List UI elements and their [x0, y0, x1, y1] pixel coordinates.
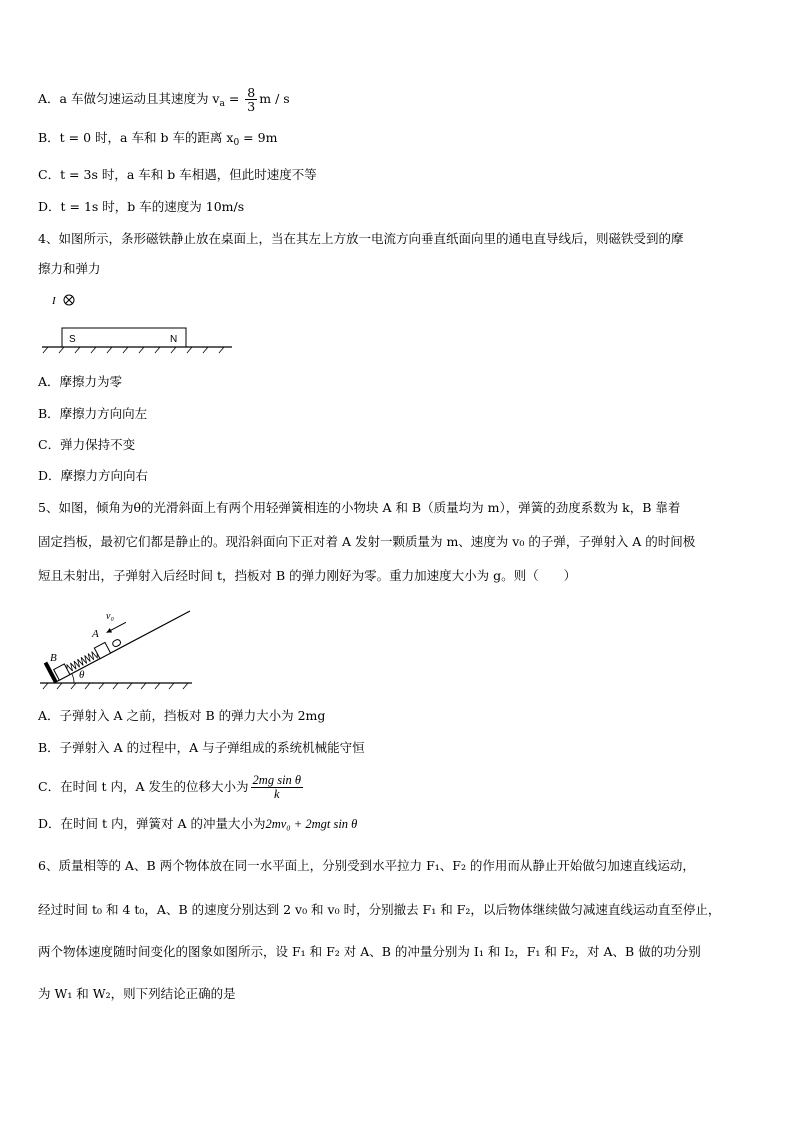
q5-stem-line1: 5、如图，倾角为θ的光滑斜面上有两个用轻弹簧相连的小物块 A 和 B（质量均为 m），弹簧的劲度系数为 k，B 靠着: [38, 500, 681, 515]
magnet-north-label: N: [170, 334, 178, 345]
bar-magnet: [62, 328, 186, 347]
fraction-numerator: 8: [247, 85, 256, 100]
block-a-label: A: [92, 628, 99, 640]
fraction-numerator: 2mg sin θ: [252, 773, 302, 787]
q5-stem-line3: 短且未射出，子弹射入后经时间 t，挡板对 B 的弹力刚好为零。重力加速度大小为 g。则（ ）: [38, 568, 577, 583]
q5-option-c-text: C．在时间 t 内，A 发生的位移大小为: [38, 779, 249, 794]
figure-current-label: I: [52, 295, 56, 307]
q5-stem-line2: 固定挡板，最初它们都是静止的。现沿斜面向下正对着 A 发射一颗质量为 m、速度为 v₀ 的子弹，子弹射入 A 的时间极: [38, 534, 696, 549]
block-b: [54, 664, 70, 680]
table-hatching: [43, 347, 224, 353]
angle-arc: [72, 674, 74, 683]
q3-option-b-text: B．t = 0 时，a 车和 b 车的距离 x: [38, 130, 234, 145]
q6-stem-line4: 为 W₁ 和 W₂，则下列结论正确的是: [38, 986, 236, 1001]
q3-option-b-sub: 0: [233, 138, 240, 148]
q4-stem-line2: 擦力和弹力: [38, 261, 101, 276]
q3-option-a-text: A．a 车做匀速运动且其速度为 v: [38, 91, 220, 106]
q5-option-a: A．子弹射入 A 之前，挡板对 B 的弹力大小为 2mg: [38, 708, 326, 723]
block-a: [94, 642, 110, 658]
q3-option-a-fraction: [245, 86, 257, 113]
velocity-label: v₀: [106, 611, 114, 622]
q5-option-d: [38, 815, 357, 833]
fraction-denominator: k: [274, 787, 280, 801]
q4-option-d: D．摩擦力方向向右: [38, 468, 149, 483]
q5-option-c-fraction: [251, 774, 304, 801]
q5-incline-figure: [40, 605, 200, 691]
q6-stem-line2: 经过时间 t₀ 和 4 t₀，A、B 的速度分别达到 2 v₀ 和 v₀ 时，分别撤去 F₁ 和 F₂，以后物体继续做匀减速直线运动直至停止，: [38, 902, 721, 917]
q6-stem-line3: 两个物体速度随时间变化的图象如图所示，设 F₁ 和 F₂ 对 A、B 的冲量分别为 I₁ 和 I₂，F₁ 和 F₂，对 A、B 做的功分别: [38, 944, 701, 959]
incline-surface: [54, 611, 190, 683]
q3-option-a-eq: =: [224, 91, 244, 106]
q4-option-b: B．摩擦力方向向左: [38, 406, 148, 421]
q3-option-b-tail: = 9m: [239, 130, 278, 145]
block-b-label: B: [50, 652, 57, 664]
magnet-south-label: S: [69, 334, 76, 345]
q3-option-a-sub: a: [219, 99, 225, 109]
q3-option-a: [38, 86, 290, 113]
q4-option-c: C．弹力保持不变: [38, 437, 136, 452]
q3-option-a-unit: m / s: [259, 91, 290, 106]
q4-option-a: A．摩擦力为零: [38, 374, 123, 389]
q5-option-b: B．子弹射入 A 的过程中，A 与子弹组成的系统机械能守恒: [38, 740, 365, 755]
q3-option-c: C．t = 3s 时，a 车和 b 车相遇，但此时速度不等: [38, 167, 317, 182]
fraction-denominator: 3: [247, 99, 256, 114]
ground-hatching: [43, 683, 188, 689]
q5-option-d-equation: 2mv₀ + 2mgt sin θ: [265, 817, 358, 831]
q5-option-d-text: D．在时间 t 内，弹簧对 A 的冲量大小为: [38, 816, 266, 831]
q3-option-b: [38, 129, 277, 152]
q5-option-c: [38, 774, 305, 801]
q4-stem-line1: 4、如图所示，条形磁铁静止放在桌面上，当在其左上方放一电流方向垂直纸面向里的通电直导线后，则磁铁受到的摩: [38, 231, 684, 246]
q6-stem-line1: 6、质量相等的 A、B 两个物体放在同一水平面上，分别受到水平拉力 F₁、F₂ 的作用而从静止开始做匀加速直线运动，: [38, 858, 695, 873]
q4-magnet-figure: [40, 290, 235, 354]
angle-theta-label: θ: [79, 669, 85, 681]
q3-option-d: D．t = 1s 时，b 车的速度为 10m/s: [38, 199, 245, 214]
bullet: [112, 639, 122, 648]
